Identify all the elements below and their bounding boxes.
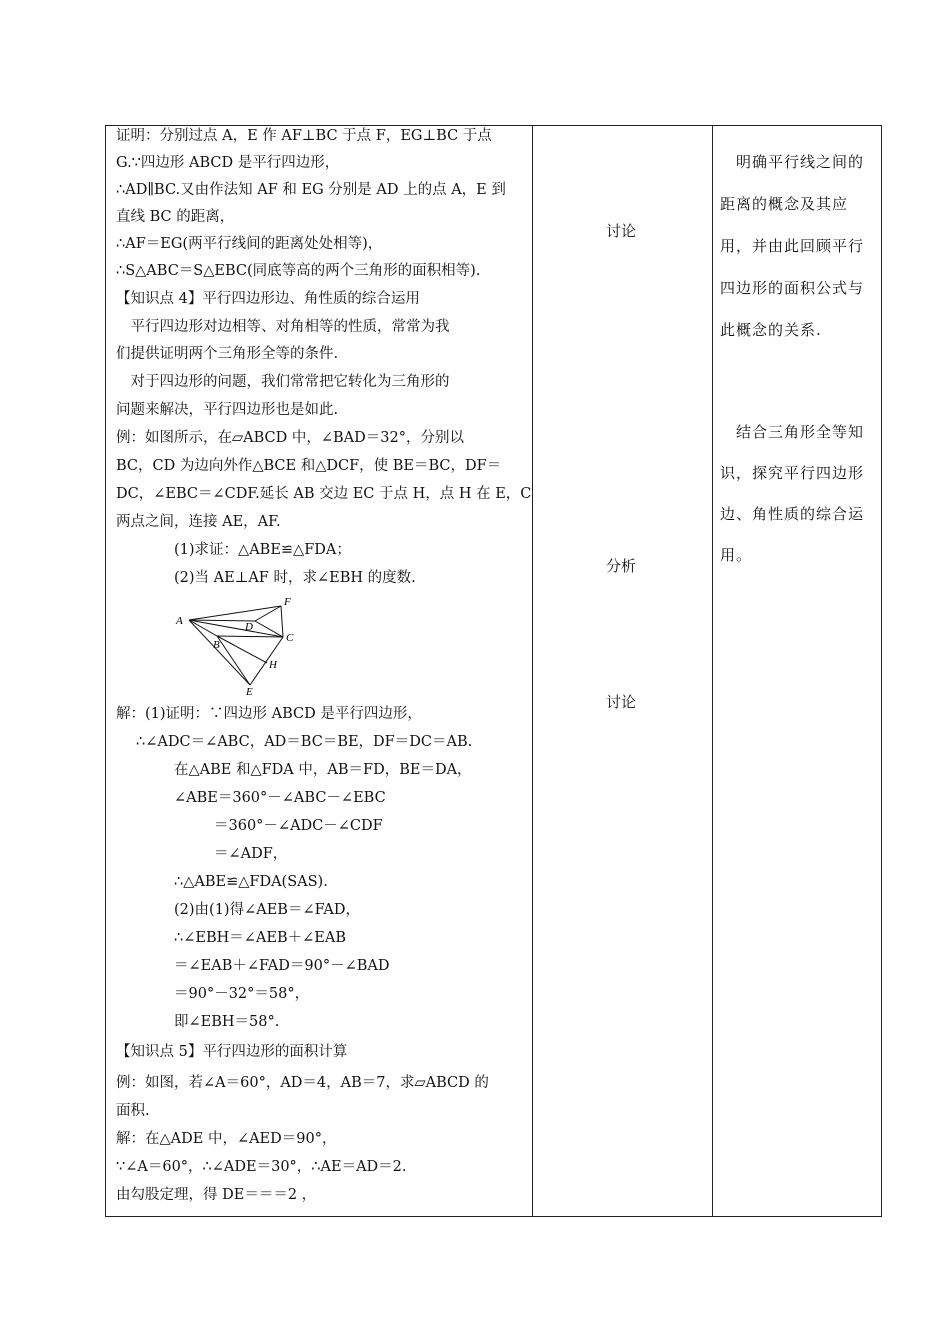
column-divider [712, 126, 713, 1216]
question-line: (2)当 AE⊥AF 时，求∠EBH 的度数. [174, 570, 416, 586]
geometry-figure [171, 596, 301, 696]
activity-label: 分析 [606, 557, 637, 575]
solution-line: (2)由(1)得∠AEB＝∠FAD， [174, 902, 360, 918]
proof-line: 直线 BC 的距离， [116, 209, 235, 225]
solution-line: 解：在△ADE 中，∠AED＝90°， [116, 1131, 337, 1147]
figure-label: A [176, 615, 183, 627]
solution-line: ∴∠ADC＝∠ABC，AD＝BC＝BE，DF＝DC＝AB. [136, 734, 473, 750]
purpose-line: 四边形的面积公式与 [720, 279, 865, 297]
figure-label: D [245, 621, 253, 633]
purpose-line: 此概念的关系. [720, 321, 822, 339]
purpose-line: 边、角性质的综合运 [720, 505, 865, 523]
figure-label: B [213, 639, 220, 651]
solution-line: 即∠EBH＝58°. [174, 1014, 280, 1030]
text-line: 问题来解决，平行四边形也是如此. [116, 402, 339, 418]
figure-label: E [246, 686, 253, 696]
example-line: 例：如图所示，在▱ABCD 中，∠BAD＝32°，分别以 [116, 430, 464, 446]
purpose-line: 距离的概念及其应 [720, 195, 849, 213]
solution-line: ＝∠ADF， [214, 846, 288, 862]
solution-line: 解：(1)证明：∵四边形 ABCD 是平行四边形， [116, 706, 422, 722]
solution-line: ＝90°－32°＝58°， [174, 986, 310, 1002]
purpose-line: 结合三角形全等知 [720, 423, 865, 441]
purpose-line: 明确平行线之间的 [720, 153, 865, 171]
lesson-table [105, 125, 882, 1217]
proof-line: G.∵四边形 ABCD 是平行四边形， [116, 155, 340, 171]
example-line: DC，∠EBC＝∠CDF.延长 AB 交边 EC 于点 H，点 H 在 E，C [116, 486, 532, 502]
text-line: 们提供证明两个三角形全等的条件. [116, 346, 339, 362]
solution-line: ＝∠EAB＋∠FAD＝90°－∠BAD [174, 958, 390, 974]
solution-line: ∴△ABE≌△FDA(SAS). [174, 874, 328, 890]
figure-label: F [284, 596, 291, 608]
solution-line: ∵∠A＝60°，∴∠ADE＝30°，∴AE＝AD＝2. [116, 1159, 407, 1175]
question-line: (1)求证：△ABE≌△FDA； [174, 542, 351, 558]
purpose-line: 识，探究平行四边形 [720, 464, 865, 482]
proof-line: 证明：分别过点 A，E 作 AF⊥BC 于点 F，EG⊥BC 于点 [116, 128, 492, 144]
solution-line: ∴∠EBH＝∠AEB＋∠EAB [174, 930, 346, 946]
activity-label: 讨论 [606, 222, 637, 240]
purpose-line: 用，并由此回顾平行 [720, 237, 865, 255]
proof-line: ∴S△ABC＝S△EBC(同底等高的两个三角形的面积相等). [116, 263, 481, 279]
example-line: 面积. [116, 1103, 150, 1119]
figure-label: C [286, 632, 294, 644]
text-line: 平行四边形对边相等、对角相等的性质，常常为我 [116, 319, 450, 335]
example-line: BC，CD 为边向外作△BCE 和△DCF，使 BE＝BC，DF＝ [116, 458, 502, 474]
solution-line: 由勾股定理，得 DE＝＝＝2 ， [116, 1187, 317, 1203]
section-heading: 【知识点 4】平行四边形边、角性质的综合运用 [116, 291, 420, 307]
proof-line: ∴AD∥BC.又由作法知 AF 和 EG 分别是 AD 上的点 A，E 到 [116, 182, 506, 198]
solution-line: ＝360°－∠ADC－∠CDF [214, 818, 383, 834]
text-line: 对于四边形的问题，我们常常把它转化为三角形的 [116, 374, 450, 390]
column-divider [532, 126, 533, 1216]
activity-label: 讨论 [606, 693, 637, 711]
figure-label: H [269, 659, 277, 671]
proof-line: ∴AF＝EG(两平行线间的距离处处相等)， [116, 236, 383, 252]
purpose-line: 用。 [720, 546, 753, 564]
example-line: 例：如图，若∠A＝60°，AD＝4，AB＝7，求▱ABCD 的 [116, 1075, 489, 1091]
section-heading: 【知识点 5】平行四边形的面积计算 [116, 1044, 348, 1060]
example-line: 两点之间，连接 AE，AF. [116, 514, 281, 530]
solution-line: ∠ABE＝360°－∠ABC－∠EBC [174, 790, 386, 806]
solution-line: 在△ABE 和△FDA 中，AB＝FD，BE＝DA， [174, 762, 472, 778]
